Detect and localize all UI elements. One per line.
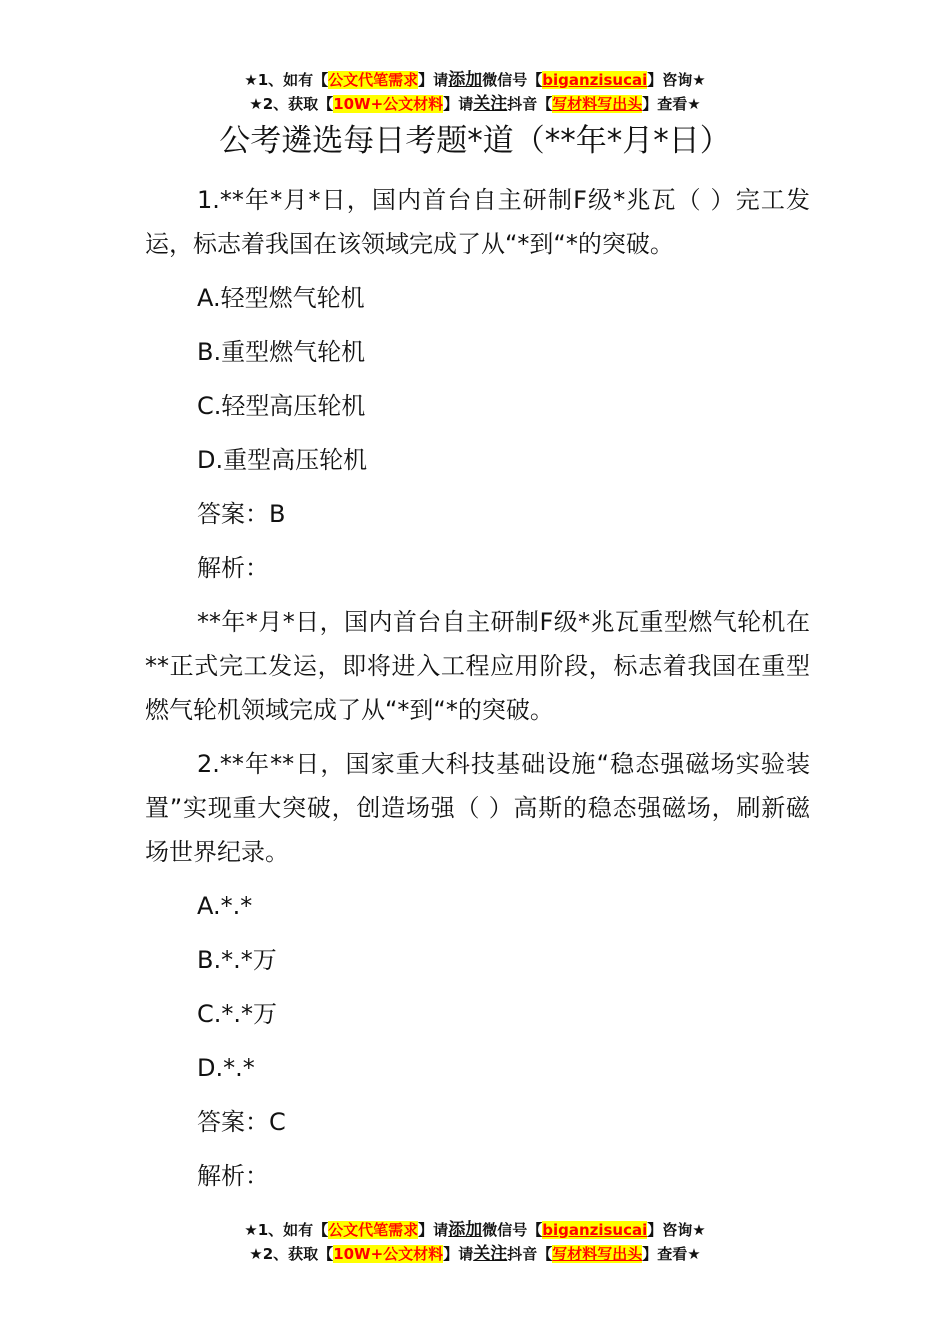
question-2-option-c: C.*.*万: [197, 1000, 278, 1028]
banner-text: ★2、获取【: [249, 95, 334, 113]
question-2-option-a: A.*.*: [197, 892, 253, 920]
banner-text: ★1、如有【: [244, 71, 329, 89]
bottom-banner: [0, 1218, 950, 1266]
banner-underline: 添加: [448, 70, 483, 90]
question-1-option-b: B.重型燃气轮机: [197, 338, 366, 366]
banner-line-1: [0, 1218, 950, 1242]
banner-text: 】咨询★: [647, 1221, 706, 1239]
banner-wechat-id: biganzisucai: [542, 71, 648, 89]
banner-text: 微信号【: [482, 71, 543, 89]
banner-highlight: 公文代笔需求: [328, 1221, 419, 1239]
banner-underline: 添加: [448, 1220, 483, 1240]
question-1-stem: 1.**年*月*日，国内首台自主研制F级*兆瓦（ ）完工发运，标志着我国在该领域完成了从“*到“*的突破。: [145, 186, 810, 258]
question-1-answer: 答案：B: [197, 500, 286, 528]
banner-text: 】请: [443, 95, 474, 113]
banner-text: 】请: [443, 1245, 474, 1263]
question-1-option-a: A.轻型燃气轮机: [197, 284, 365, 312]
banner-underline: 关注: [473, 1244, 508, 1264]
banner-highlight: 公文代笔需求: [328, 71, 419, 89]
question-1-option-c: C.轻型高压轮机: [197, 392, 366, 420]
top-banner: [0, 68, 950, 116]
question-2-answer: 答案：C: [197, 1108, 286, 1136]
banner-text: 】请: [418, 1221, 449, 1239]
banner-line-2: [0, 1242, 950, 1266]
banner-underline: 关注: [473, 94, 508, 114]
banner-douyin-id: 写材料写出头: [552, 1245, 643, 1263]
banner-text: ★1、如有【: [244, 1221, 329, 1239]
question-1-analysis: **年*月*日，国内首台自主研制F级*兆瓦重型燃气轮机在**正式完工发运，即将进入工程应用阶段，标志着我国在重型燃气轮机领域完成了从“*到“*的突破。: [145, 608, 810, 724]
question-2-stem: 2.**年**日，国家重大科技基础设施“稳态强磁场实验装置”实现重大突破，创造场强（ ）高斯的稳态强磁场，刷新磁场世界纪录。: [145, 750, 810, 866]
question-1-option-d: D.重型高压轮机: [197, 446, 368, 474]
banner-text: 】请: [418, 71, 449, 89]
banner-text: 微信号【: [482, 1221, 543, 1239]
banner-text: 抖音【: [507, 95, 553, 113]
banner-text: 】咨询★: [647, 71, 706, 89]
document-body: [145, 178, 810, 1208]
banner-douyin-id: 写材料写出头: [552, 95, 643, 113]
banner-line-1: [0, 68, 950, 92]
banner-highlight: 10W+公文材料: [333, 1245, 444, 1263]
question-2-analysis-label: 解析：: [197, 1162, 269, 1190]
question-1-analysis-label: 解析：: [197, 554, 269, 582]
question-2-option-d: D.*.*: [197, 1054, 255, 1082]
banner-highlight: 10W+公文材料: [333, 95, 444, 113]
page-title: 公考遴选每日考题*道（**年*月*日）: [219, 123, 731, 159]
banner-line-2: [0, 92, 950, 116]
question-2-option-b: B.*.*万: [197, 946, 277, 974]
banner-text: 】查看★: [642, 1245, 701, 1263]
banner-wechat-id: biganzisucai: [542, 1221, 648, 1239]
banner-text: 抖音【: [507, 1245, 553, 1263]
banner-text: ★2、获取【: [249, 1245, 334, 1263]
banner-text: 】查看★: [642, 95, 701, 113]
